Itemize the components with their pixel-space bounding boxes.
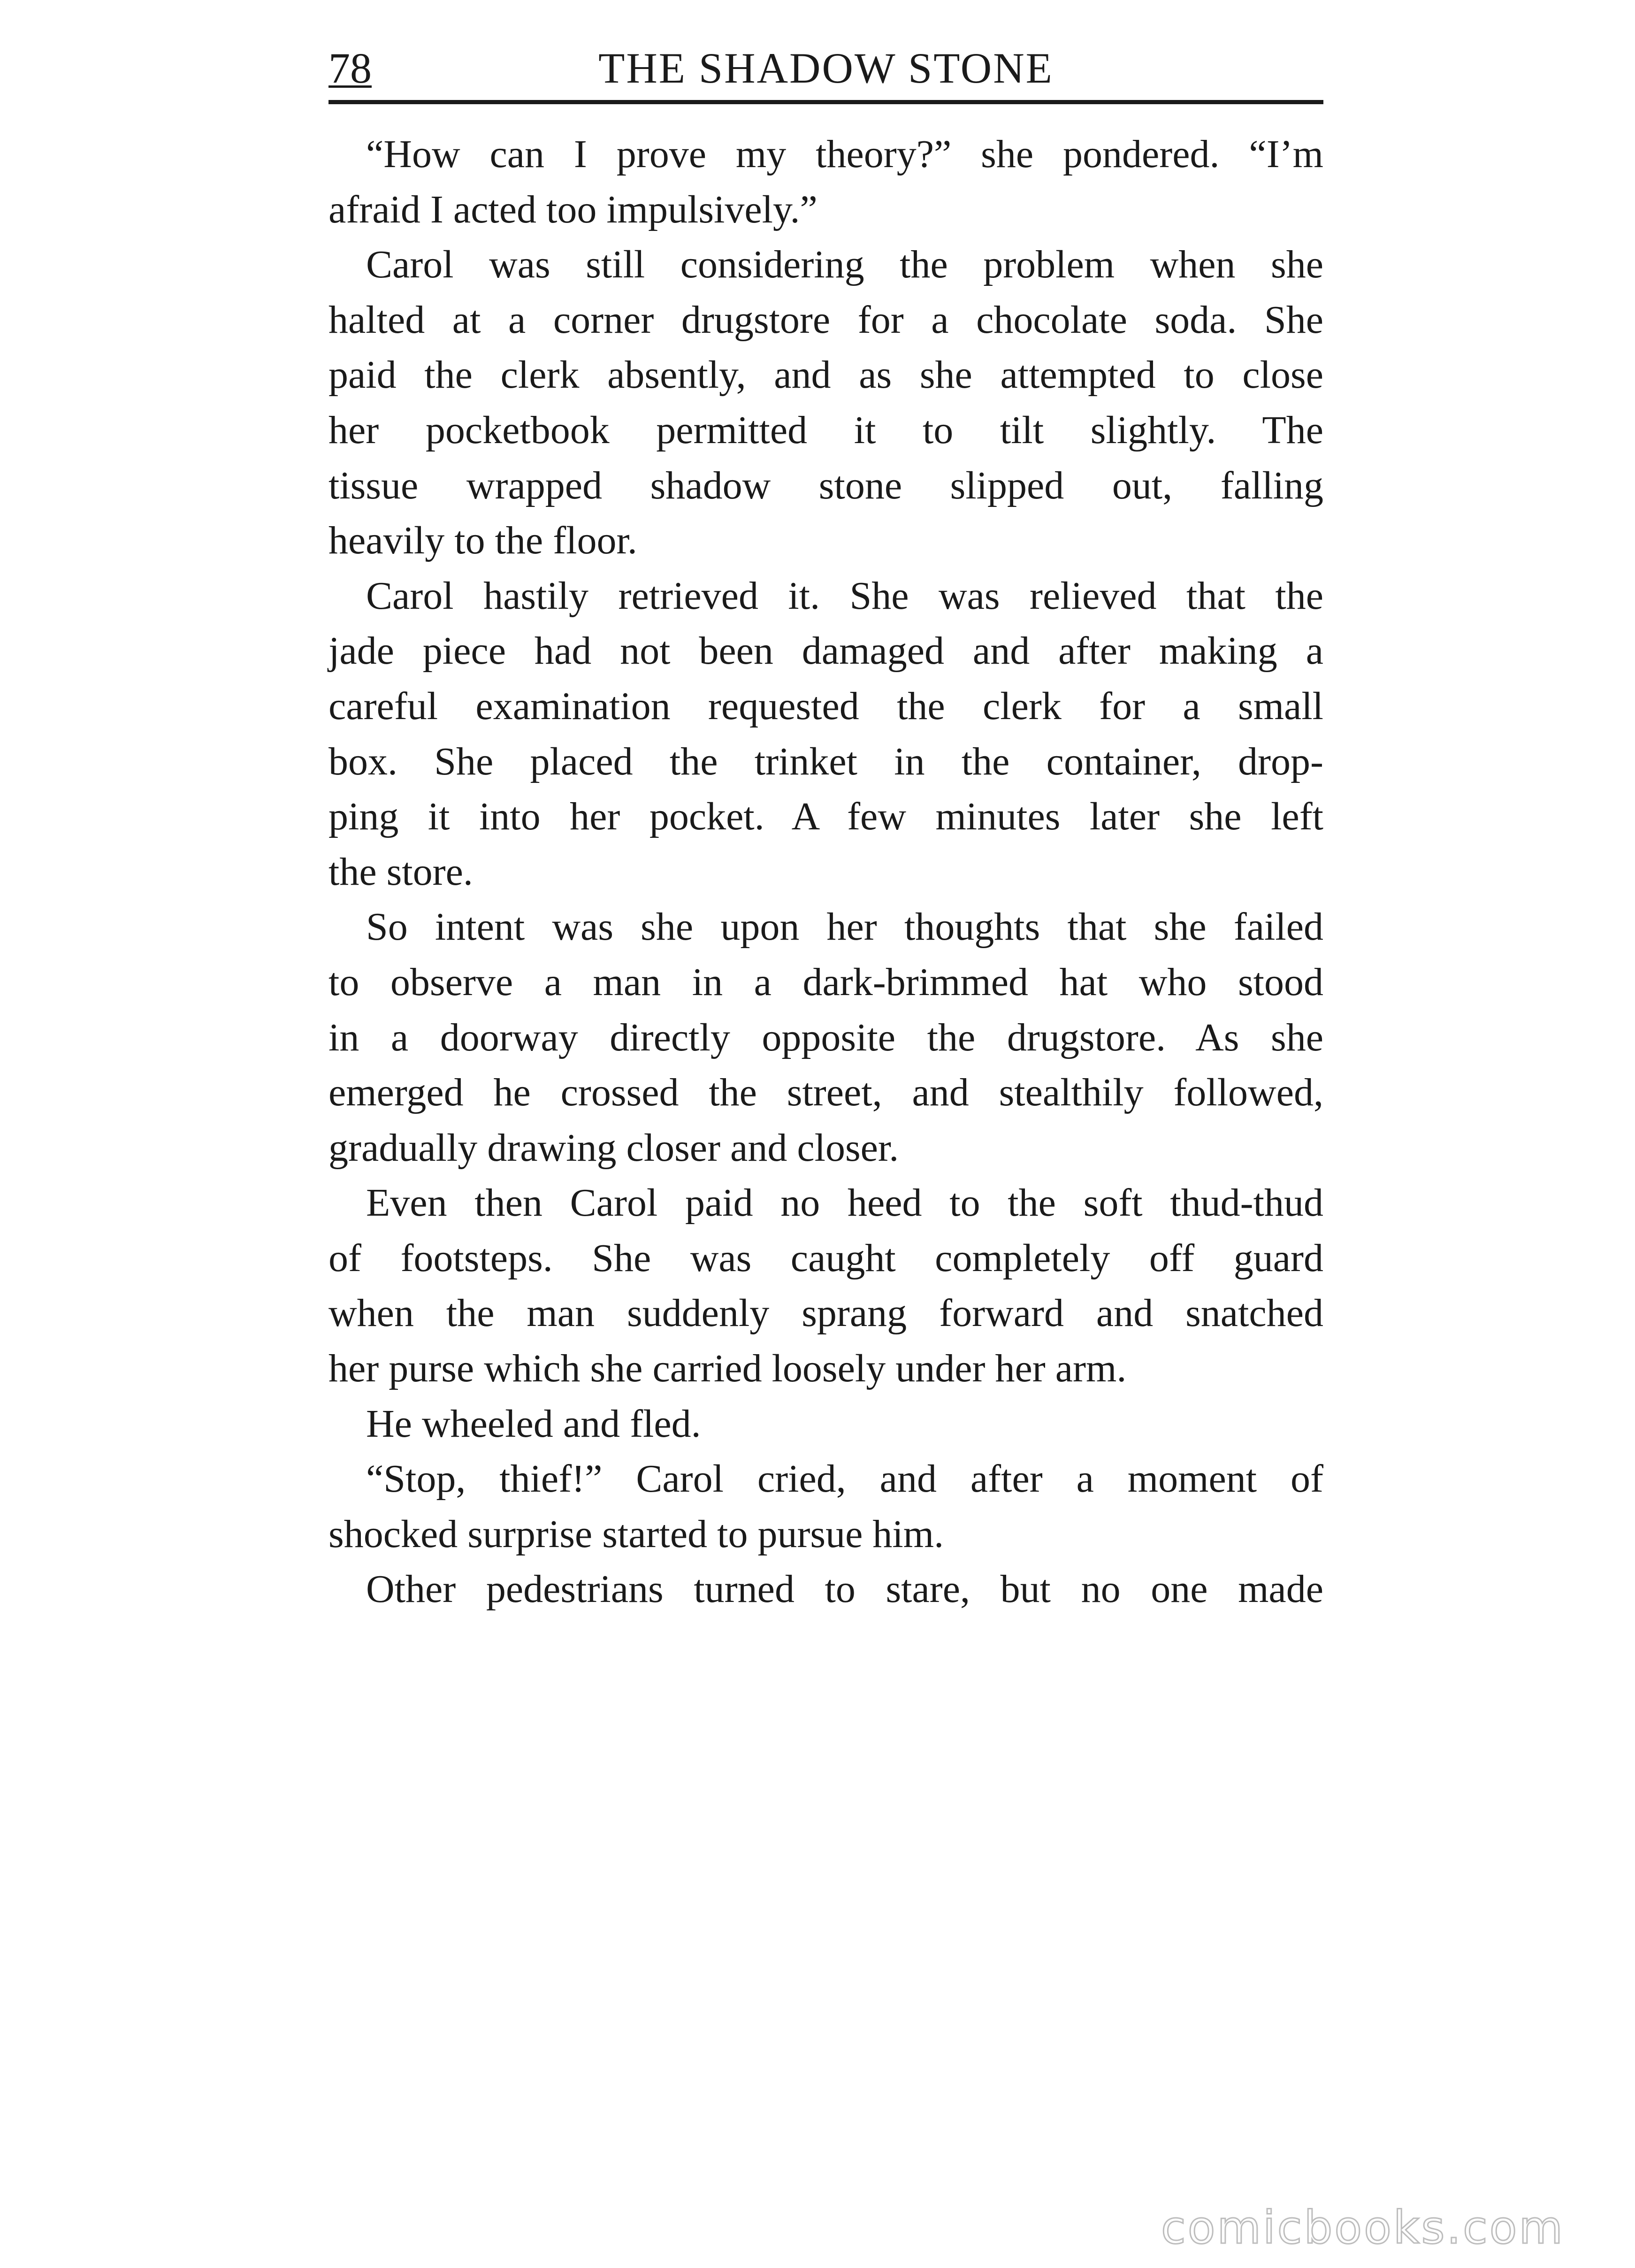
text-line: So intent was she upon her thoughts that she failed <box>366 905 1323 949</box>
text-line: “How can I prove my theory?” she pondered. “I’m <box>366 132 1323 176</box>
text-line: box. She placed the trinket in the container, drop- <box>329 739 1323 783</box>
text-line: gradually drawing closer and closer. <box>329 1126 899 1170</box>
text-line: Even then Carol paid no heed to the soft thud-thud <box>366 1181 1323 1225</box>
body-text <box>329 127 1323 1617</box>
text-line: Carol was still considering the problem when she <box>366 243 1323 287</box>
text-line: heavily to the floor. <box>329 519 637 563</box>
running-head <box>329 40 1323 96</box>
text-line: paid the clerk absently, and as she attempted to close <box>329 353 1323 397</box>
text-line: Carol hastily retrieved it. She was relieved that the <box>366 574 1323 618</box>
text-line: of footsteps. She was caught completely off guard <box>329 1236 1323 1280</box>
text-line: in a doorway directly opposite the drugstore. As she <box>329 1015 1323 1059</box>
text-line: He wheeled and fled. <box>366 1402 701 1446</box>
text-line: shocked surprise started to pursue him. <box>329 1512 944 1556</box>
book-title: THE SHADOW STONE <box>598 44 1054 92</box>
text-line: her purse which she carried loosely under her arm. <box>329 1347 1127 1391</box>
text-line: ping it into her pocket. A few minutes later she left <box>329 795 1323 839</box>
text-line: halted at a corner drugstore for a chocolate soda. She <box>329 298 1323 342</box>
text-line: afraid I acted too impulsively.” <box>329 187 818 231</box>
page-number: 78 <box>329 44 372 92</box>
text-line: Other pedestrians turned to stare, but no one made <box>366 1567 1323 1611</box>
text-line: her pocketbook permitted it to tilt slightly. The <box>329 408 1323 452</box>
text-line: to observe a man in a dark-brimmed hat who stood <box>329 960 1323 1004</box>
watermark: comicbooks.com <box>1161 2201 1565 2254</box>
text-line: the store. <box>329 850 473 894</box>
text-line: when the man suddenly sprang forward and snatched <box>329 1291 1323 1335</box>
text-line: tissue wrapped shadow stone slipped out, falling <box>329 463 1323 507</box>
text-line: emerged he crossed the street, and stealthily followed, <box>329 1071 1323 1115</box>
text-line: careful examination requested the clerk for a small <box>329 684 1323 728</box>
text-line: jade piece had not been damaged and after making a <box>329 629 1323 673</box>
header-rule <box>329 100 1323 104</box>
text-line: “Stop, thief!” Carol cried, and after a moment of <box>366 1457 1323 1501</box>
